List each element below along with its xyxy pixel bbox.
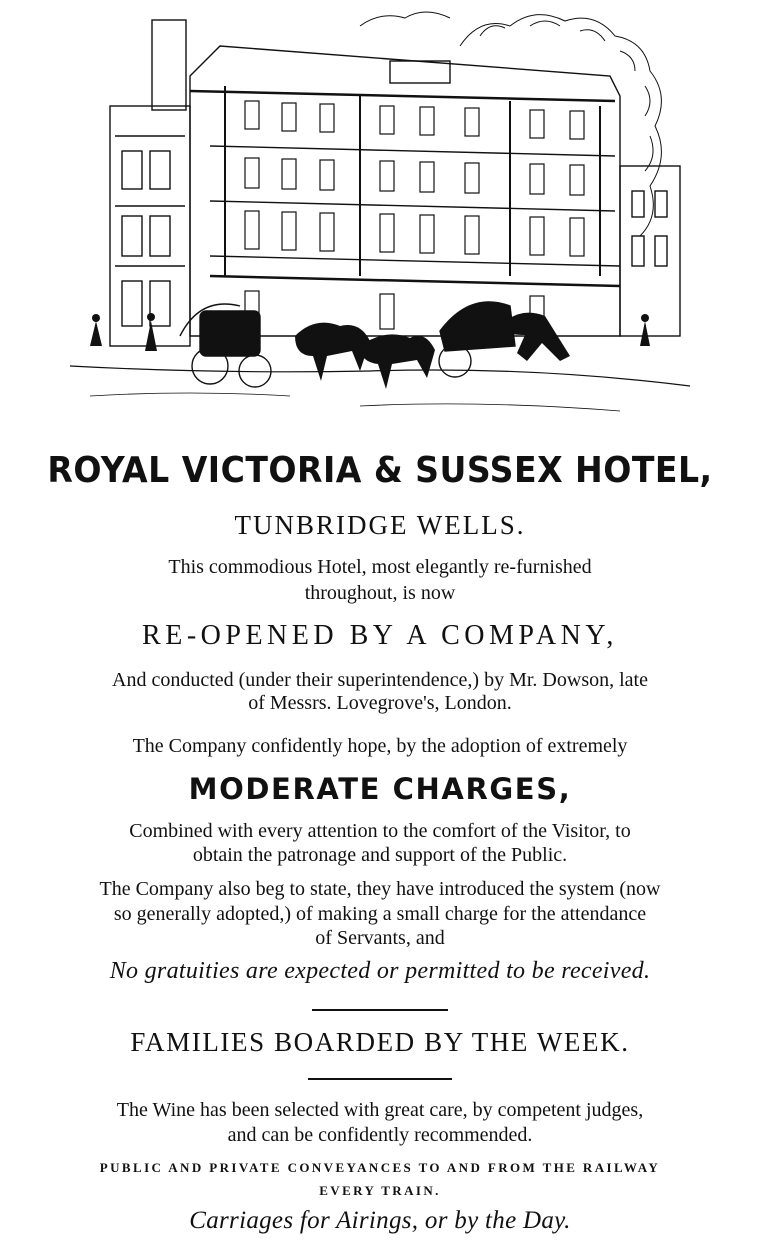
hotel-engraving: [60, 6, 700, 436]
management-text-line-2: of Messrs. Lovegrove's, London.: [248, 692, 512, 714]
servants-text-line-3: of Servants, and: [315, 927, 445, 949]
divider-rule: [308, 1078, 452, 1080]
wine-text-line-1: The Wine has been selected with great care, by competent judges,: [116, 1099, 644, 1121]
servants-text-line-2: so generally adopted,) of making a small charge for the attendance: [113, 903, 647, 925]
comfort-text-line-2: obtain the patronage and support of the Public.: [192, 844, 568, 866]
intro-text-line-2: throughout, is now: [304, 582, 456, 604]
families-heading: FAMILIES BOARDED BY THE WEEK.: [130, 1027, 630, 1057]
reopened-heading: RE-OPENED BY A COMPANY,: [142, 620, 618, 651]
divider-rule: [312, 1009, 448, 1011]
company-hope-text: The Company confidently hope, by the adoption of extremely: [132, 735, 628, 757]
intro-text-line-1: This commodious Hotel, most elegantly re-furnished: [168, 556, 592, 578]
conveyances-text-line-1: PUBLIC AND PRIVATE CONVEYANCES TO AND FROM THE RAILWAY: [99, 1160, 661, 1175]
hotel-title: ROYAL VICTORIA & SUSSEX HOTEL,: [47, 450, 713, 491]
conveyances-text-line-2: EVERY TRAIN.: [319, 1183, 441, 1198]
wine-text-line-2: and can be confidently recommended.: [227, 1124, 533, 1146]
management-text-line-1: And conducted (under their superintendence,) by Mr. Dowson, late: [112, 669, 648, 691]
comfort-text-line-1: Combined with every attention to the comfort of the Visitor, to: [129, 820, 631, 842]
gratuities-notice: No gratuities are expected or permitted to be received.: [109, 958, 651, 984]
moderate-charges-heading: MODERATE CHARGES,: [188, 772, 572, 806]
servants-text-line-1: The Company also beg to state, they have introduced the system (now: [99, 878, 661, 900]
location-heading: TUNBRIDGE WELLS.: [234, 510, 526, 540]
carriages-notice: Carriages for Airings, or by the Day.: [189, 1207, 571, 1234]
